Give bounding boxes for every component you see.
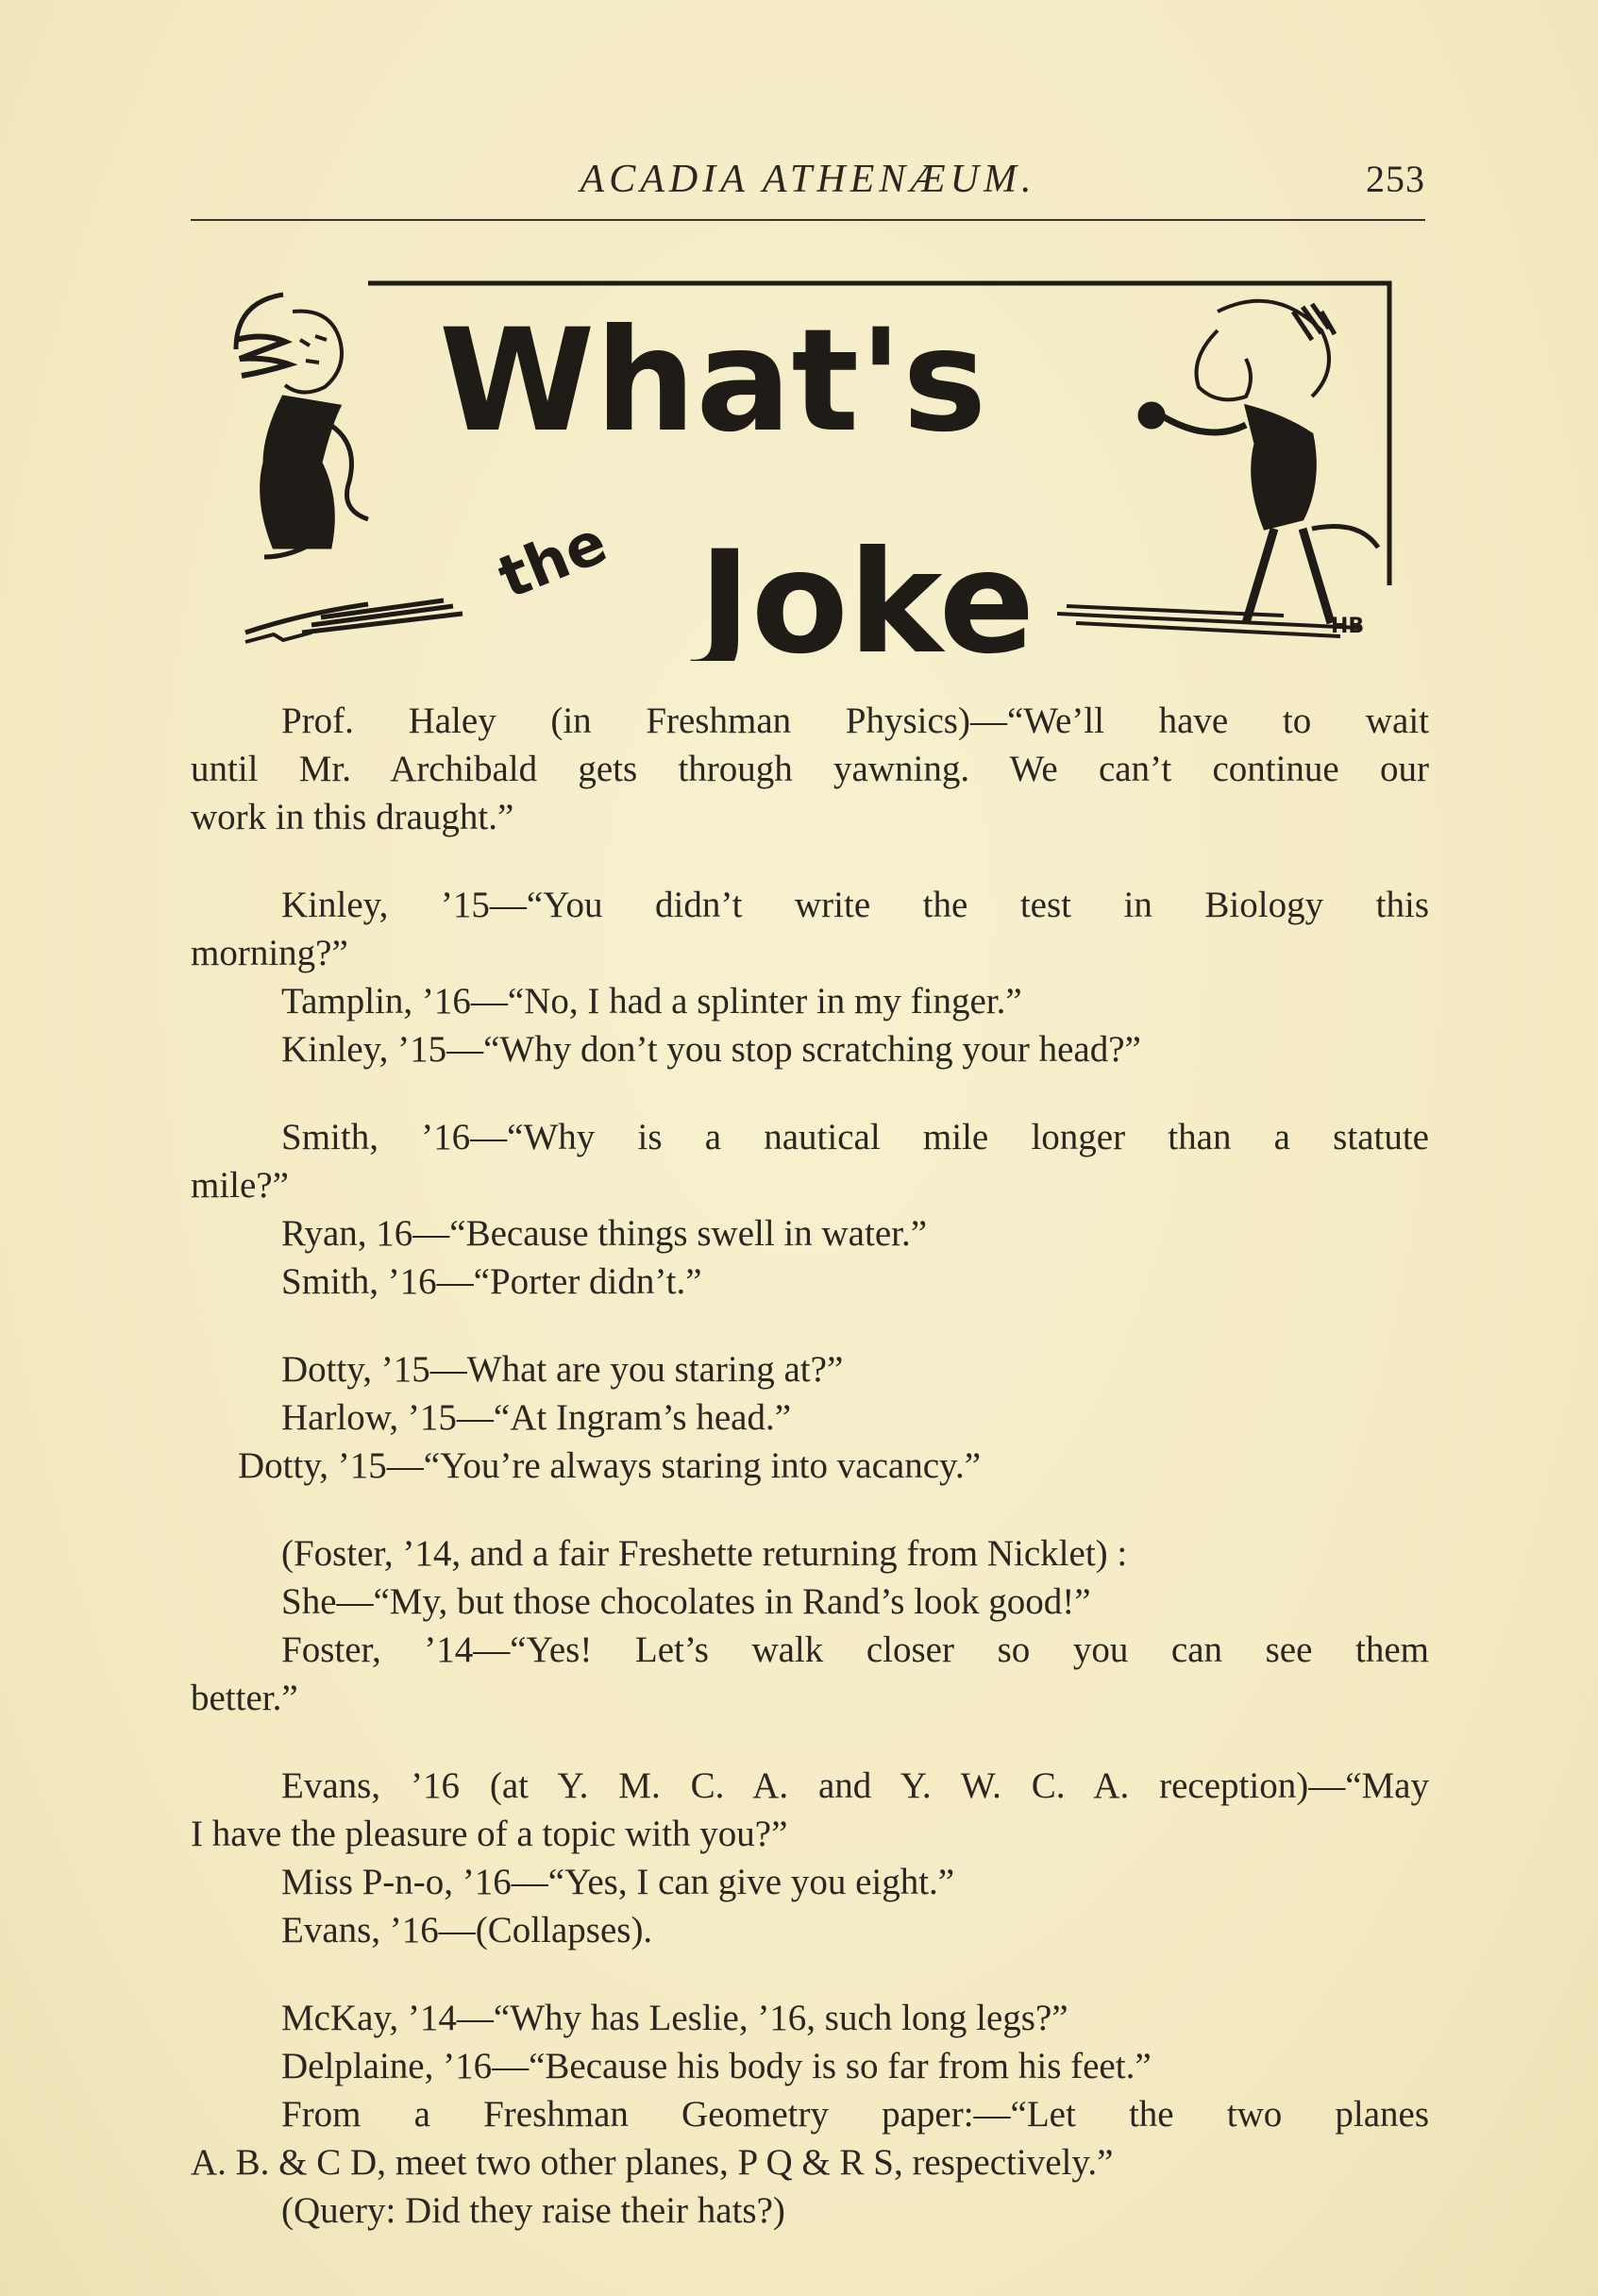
joke-paragraph [191, 1113, 1429, 1306]
joke-line: Miss P-n-o, ’16—“Yes, I can give you eight.” [281, 1862, 955, 1902]
joke-line: Evans, ’16 (at Y. M. C. A. and Y. W. C. A. reception)—“May [281, 1765, 1429, 1806]
jokes-column [191, 697, 1429, 2274]
joke-paragraph [191, 1345, 1429, 1490]
joke-line: work in this draught.” [191, 797, 514, 837]
joke-line: McKay, ’14—“Why has Leslie, ’16, such long legs?” [281, 1998, 1068, 2038]
joke-line: A. B. & C D, meet two other planes, P Q & R S, respectively.” [191, 2142, 1114, 2183]
joke-line: Foster, ’14—“Yes! Let’s walk closer so you can see them [281, 1629, 1429, 1670]
joke-line: Prof. Haley (in Freshman Physics)—“We’ll have to wait [281, 701, 1429, 741]
journal-title: ACADIA ATHENÆUM. [580, 158, 1036, 201]
joke-paragraph [191, 1762, 1429, 1954]
cartoon-title-the: the [488, 507, 616, 613]
joke-line: Delplaine, ’16—“Because his body is so far from his feet.” [281, 2046, 1152, 2086]
joke-line: (Foster, ’14, and a fair Freshette returning from Nicklet) : [281, 1533, 1128, 1574]
joke-paragraph [191, 1994, 1429, 2235]
left-caricature-illustration [236, 295, 463, 642]
joke-line: morning?” [191, 933, 348, 973]
joke-line: Tamplin, ’16—“No, I had a splinter in my finger.” [281, 981, 1022, 1021]
joke-line: She—“My, but those chocolates in Rand’s look good!” [281, 1581, 1091, 1622]
joke-line: Smith, ’16—“Porter didn’t.” [281, 1261, 702, 1302]
joke-line: Kinley, ’15—“You didn’t write the test in Biology this [281, 885, 1429, 925]
right-caricature-illustration [1057, 301, 1378, 636]
joke-line: until Mr. Archibald gets through yawning. We can’t continue our [191, 749, 1429, 789]
joke-line: mile?” [191, 1165, 289, 1206]
joke-line: Dotty, ’15—What are you staring at?” [281, 1349, 844, 1390]
joke-line: Kinley, ’15—“Why don’t you stop scratching your head?” [281, 1029, 1141, 1070]
cartoon-title-joke: Joke [698, 521, 1035, 661]
joke-paragraph [191, 697, 1429, 841]
joke-line: better.” [191, 1678, 298, 1718]
joke-line: Harlow, ’15—“At Ingram’s head.” [281, 1397, 792, 1438]
joke-line: Evans, ’16—(Collapses). [281, 1910, 653, 1950]
joke-paragraph [191, 1529, 1429, 1722]
joke-line: From a Freshman Geometry paper:—“Let the two planes [281, 2094, 1429, 2135]
whats-the-joke-cartoon [227, 274, 1397, 661]
joke-paragraph [191, 881, 1429, 1073]
artist-initials: HB [1331, 615, 1365, 638]
running-head [191, 151, 1425, 217]
joke-line: I have the pleasure of a topic with you?” [191, 1814, 788, 1854]
joke-line: Ryan, 16—“Because things swell in water.” [281, 1213, 928, 1254]
cartoon-title-line-1: What's [439, 299, 987, 464]
header-rule [191, 219, 1425, 221]
page-number: 253 [1366, 158, 1425, 200]
joke-line: Smith, ’16—“Why is a nautical mile longer than a statute [281, 1117, 1429, 1157]
joke-line: (Query: Did they raise their hats?) [281, 2190, 785, 2231]
joke-line: Dotty, ’15—“You’re always staring into vacancy.” [238, 1445, 982, 1486]
